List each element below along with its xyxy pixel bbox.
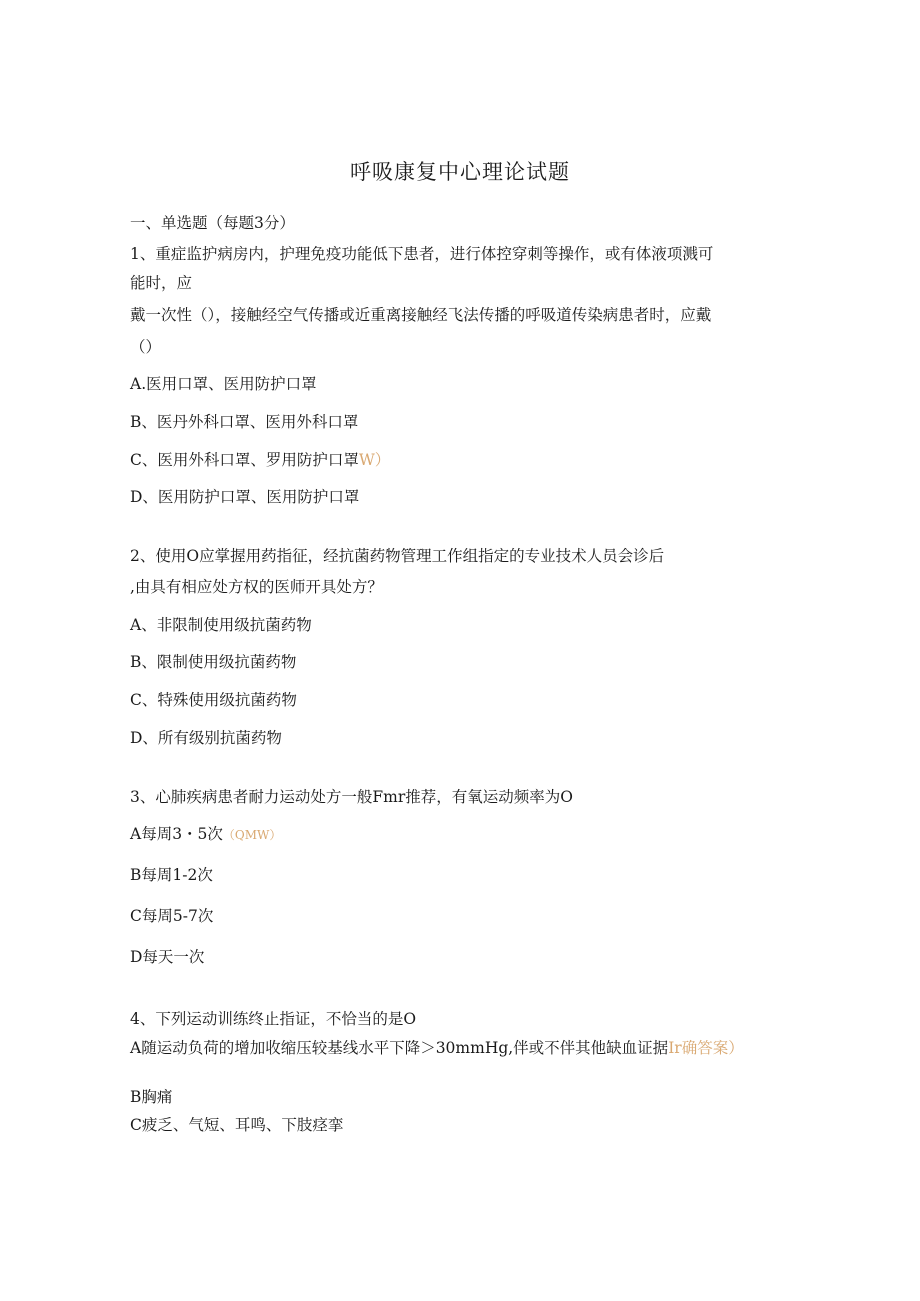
question-1-option-d xyxy=(130,486,780,508)
option-text: B、医丹外科口罩、医用外科口罩 xyxy=(130,413,359,431)
question-3-option-b xyxy=(130,864,780,886)
option-text: B每周1-2次 xyxy=(130,866,213,884)
option-text: C每周5-7次 xyxy=(130,907,214,925)
answer-mark: W） xyxy=(358,451,391,469)
section-heading: 一、单选题（每题3分） xyxy=(130,214,295,232)
question-2-stem-line-1: 2、使用O应掌握用药指征，经抗菌药物管理工作组指定的专业技术人员会诊后 xyxy=(130,547,665,565)
question-1-stem-line-3: 戴一次性（），接触经空气传播或近重离接触经飞法传播的呼吸道传染病患者时，应戴 xyxy=(130,306,712,324)
question-4-option-c xyxy=(130,1114,780,1136)
question-4-option-a xyxy=(130,1037,770,1059)
option-text: D、医用防护口罩、医用防护口罩 xyxy=(130,488,360,506)
question-3-stem-line-1: 3、心肺疾病患者耐力运动处方一般Fmr推荐，有氧运动频率为O xyxy=(130,788,573,806)
question-1-option-a xyxy=(130,373,780,395)
option-text: A随运动负荷的增加收缩压较基线水平下降＞30mmHg,伴或不伴其他缺血证据 xyxy=(130,1039,669,1057)
question-3-option-a xyxy=(130,823,780,846)
option-text: D、所有级别抗菌药物 xyxy=(130,729,282,747)
option-text: A.医用口罩、医用防护口罩 xyxy=(130,375,317,393)
option-text: A、非限制使用级抗菌药物 xyxy=(130,616,312,634)
question-3-option-d xyxy=(130,946,780,968)
question-2-option-a xyxy=(130,614,780,636)
question-2-stem-line-2: ,由具有相应处方权的医师开具处方？ xyxy=(130,578,383,596)
question-1-option-c xyxy=(130,449,780,471)
option-text: D每天一次 xyxy=(130,948,205,966)
question-1-stem-line-1: 1、重症监护病房内，护理免疫功能低下患者，进行体控穿刺等操作，或有体液项溅可 xyxy=(130,245,714,263)
question-4-stem-line-1: 4、下列运动训练终止指证，不恰当的是O xyxy=(130,1010,417,1028)
question-2-option-d xyxy=(130,727,780,749)
question-3-option-c xyxy=(130,905,780,927)
document-title: 呼吸康复中心理论试题 xyxy=(350,160,570,184)
question-1-option-b xyxy=(130,411,780,433)
option-text: B胸痛 xyxy=(130,1088,173,1106)
question-2-option-c xyxy=(130,689,780,711)
question-1-stem-line-2: 能时，应 xyxy=(130,274,193,292)
answer-mark: Ir确答案） xyxy=(668,1039,744,1057)
question-2-option-b xyxy=(130,651,780,673)
option-text: B、限制使用级抗菌药物 xyxy=(130,653,297,671)
answer-mark: （QMW） xyxy=(222,828,282,842)
option-text: A每周3・5次 xyxy=(130,825,223,843)
question-4-option-b xyxy=(130,1086,780,1108)
option-text: C疲乏、气短、耳鸣、下肢痉挛 xyxy=(130,1116,344,1134)
question-1-stem-line-4: （） xyxy=(130,338,162,356)
option-text: C、特殊使用级抗菌药物 xyxy=(130,691,297,709)
option-text: C、医用外科口罩、罗用防护口罩 xyxy=(130,451,359,469)
